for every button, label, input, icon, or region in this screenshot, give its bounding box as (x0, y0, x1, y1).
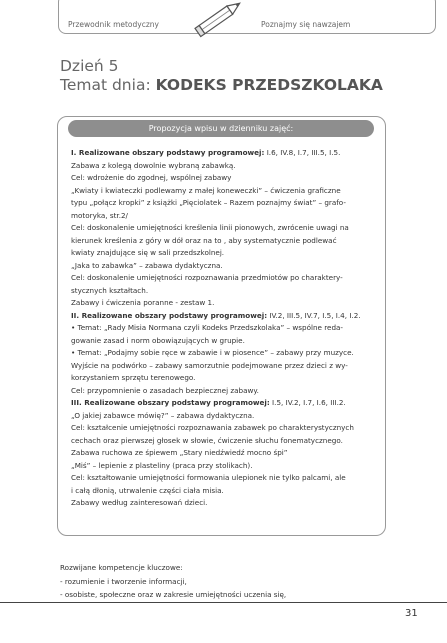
record-line: Cel: kształtowanie umiejętności formowania ulepionek nie tylko palcami, ale (71, 473, 346, 482)
topic-title (60, 76, 383, 94)
record-line: stycznych kształtach. (71, 285, 149, 295)
record-line (71, 397, 379, 410)
record-line: Zabawy według zainteresowań dzieci. (71, 498, 208, 507)
header-book-title: Przewodnik metodyczny (68, 20, 159, 29)
record-line: Cel: doskonalenie umiejętności rozpoznawania przedmiotów po charaktery- (71, 273, 343, 282)
record-line: typu „połącz kropki” z książki „Pięciolatek – Razem poznajmy świat” – grafo- (71, 198, 346, 207)
record-line: Zabawa z kolegą dowolnie wybraną zabawką. (71, 160, 236, 170)
journal-record-content (71, 147, 379, 510)
record-line: i całą dłonią, utrwalenie części ciała misia. (71, 485, 224, 495)
record-line: motoryka, str.2/ (71, 210, 128, 220)
topic-name: KODEKS PRZEDSZKOLAKA (155, 76, 383, 94)
topic-prefix: Temat dnia: (60, 76, 151, 94)
page-number: 31 (405, 608, 418, 619)
record-line: korzystaniem sprzętu terenowego. (71, 373, 196, 382)
block-codes: I.5, IV.2, I.7, I.6, III.2. (269, 398, 346, 407)
block-label: III. Realizowane obszary podstawy programowej: (71, 398, 270, 407)
record-line: Cel: przypomnienie o zasadach bezpiecznej zabawy. (71, 385, 259, 395)
record-line: „Jaka to zabawka” – zabawa dydaktyczna. (71, 260, 223, 270)
record-line: cechach oraz pierwszej głosek w słowie, ćwiczenie słuchu fonematycznego. (71, 435, 343, 445)
footer-divider (0, 602, 447, 603)
record-line: • Temat: „Rady Misia Normana czyli Kodeks Przedszkolaka” – wspólne reda- (71, 323, 344, 332)
record-line: Wyjście na podwórko – zabawy samorzutnie podejmowane przez dzieci z wy- (71, 360, 348, 370)
record-line: • Temat: „Podajmy sobie ręce w zabawie i w piosence” – zabawy przy muzyce. (71, 348, 354, 357)
block-label: II. Realizowane obszary podstawy programowej: (71, 310, 268, 320)
record-line: gowanie zasad i norm obowiązujących w grupie. (71, 335, 245, 345)
day-title: Dzień 5 (60, 57, 119, 75)
competence-item: - osobiste, społeczne oraz w zakresie umiejętności uczenia się, (60, 590, 287, 599)
record-line: „Miś” – lepienie z plasteliny (praca przy stolikach). (71, 460, 253, 470)
record-line: „Kwiaty i kwiateczki podlewamy z małej koneweczki” – ćwiczenia graficzne (71, 185, 341, 195)
record-line: kierunek kreślenia z góry w dół oraz na to , aby systematycznie podlewać (71, 235, 337, 245)
competence-item: - rozumienie i tworzenie informacji, (60, 576, 187, 586)
header-chapter-title: Poznajmy się nawzajem (261, 20, 351, 29)
pencil-icon (190, 0, 250, 38)
record-line: Cel: kształcenie umiejętności rozpoznawania zabawek po charakterystycznych (71, 423, 354, 432)
record-line: Cel: wdrożenie do zgodnej, wspólnej zabawy (71, 173, 232, 182)
record-line: Zabawy i ćwiczenia poranne - zestaw 1. (71, 298, 215, 307)
record-line: Cel: doskonalenie umiejętności kreślenia linii pionowych, zwrócenie uwagi na (71, 223, 349, 232)
record-line (71, 310, 379, 323)
record-line: „O jakiej zabawce mówię?” – zabawa dydaktyczna. (71, 410, 255, 420)
record-line (71, 147, 379, 160)
competences-title: Rozwijane kompetencje kluczowe: (60, 563, 183, 572)
block-label: I. Realizowane obszary podstawy programowej: (71, 148, 265, 157)
record-line: Zabawa ruchowa ze śpiewem „Stary niedźwiedź mocno śpi” (71, 448, 288, 457)
record-line: kwiaty znajdujące się w sali przedszkolnej. (71, 248, 225, 257)
block-codes: IV.2, III.5, IV.7, I.5, I.4, I.2. (267, 310, 361, 320)
journal-record-header: Propozycja wpisu w dzienniku zajęć: (68, 120, 374, 137)
key-competences (60, 561, 390, 602)
block-codes: I.6, IV.8, I.7, III.5, I.5. (264, 148, 341, 157)
